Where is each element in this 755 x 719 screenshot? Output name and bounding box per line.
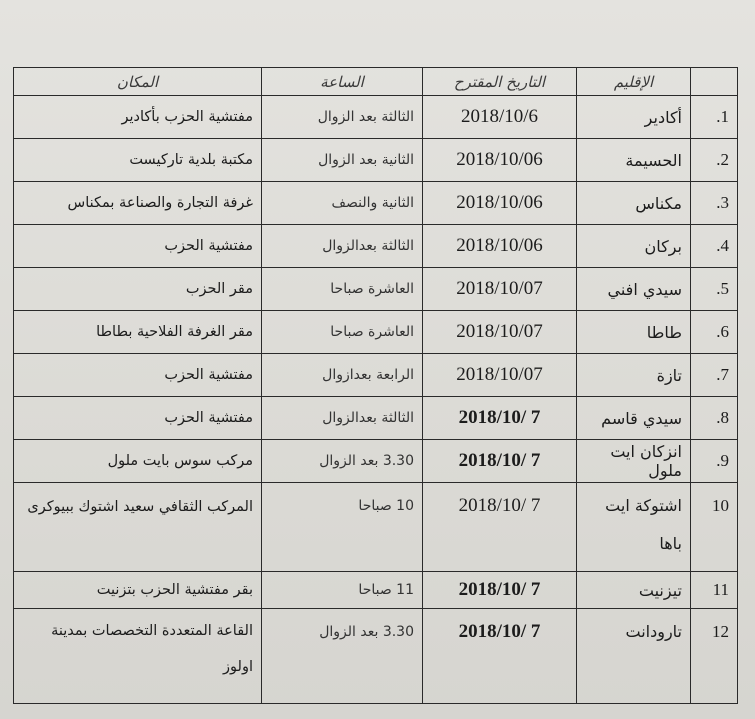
row-region: الحسيمة — [577, 139, 691, 182]
row-num: 10 — [691, 483, 738, 572]
row-place: مفتشية الحزب — [14, 397, 262, 440]
row-place: القاعة المتعددة التخصصات بمدينة اولوز — [14, 609, 262, 704]
row-time: 11 صباحا — [262, 572, 423, 609]
table-row — [14, 139, 738, 182]
table-row — [14, 483, 738, 572]
table-row — [14, 397, 738, 440]
header-time: الساعة — [262, 68, 423, 96]
row-time: الرابعة بعدازوال — [262, 354, 423, 397]
row-num: .3 — [691, 182, 738, 225]
row-place: مقر الحزب — [14, 268, 262, 311]
row-time: الثالثة بعدالزوال — [262, 225, 423, 268]
row-place: غرفة التجارة والصناعة بمكناس — [14, 182, 262, 225]
row-date: 2018/10/07 — [423, 354, 577, 397]
row-num: .7 — [691, 354, 738, 397]
table-row — [14, 182, 738, 225]
row-date: 2018/10/ 7 — [423, 572, 577, 609]
row-num: .1 — [691, 96, 738, 139]
table-row — [14, 311, 738, 354]
header-num — [691, 68, 738, 96]
table-header-row — [14, 68, 738, 96]
row-date: 2018/10/6 — [423, 96, 577, 139]
row-date: 2018/10/06 — [423, 225, 577, 268]
row-region: مكناس — [577, 182, 691, 225]
row-time: العاشرة صباحا — [262, 311, 423, 354]
row-date: 2018/10/06 — [423, 182, 577, 225]
row-region: سيدي قاسم — [577, 397, 691, 440]
row-date: 2018/10/06 — [423, 139, 577, 182]
row-time: العاشرة صباحا — [262, 268, 423, 311]
row-date: 2018/10/ 7 — [423, 440, 577, 483]
row-date: 2018/10/07 — [423, 311, 577, 354]
row-place: مفتشية الحزب — [14, 354, 262, 397]
row-time: الثانية والنصف — [262, 182, 423, 225]
row-date: 2018/10/ 7 — [423, 483, 577, 572]
row-place: مفتشية الحزب — [14, 225, 262, 268]
row-num: .2 — [691, 139, 738, 182]
row-date: 2018/10/07 — [423, 268, 577, 311]
row-region: أكادير — [577, 96, 691, 139]
row-time: 10 صباحا — [262, 483, 423, 572]
header-date: التاريخ المقترح — [423, 68, 577, 96]
row-num: .4 — [691, 225, 738, 268]
table-row — [14, 572, 738, 609]
meetings-schedule-table — [13, 67, 738, 704]
row-region: تارودانت — [577, 609, 691, 704]
row-region: طاطا — [577, 311, 691, 354]
row-num: 11 — [691, 572, 738, 609]
row-time: الثالثة بعدالزوال — [262, 397, 423, 440]
table-row — [14, 440, 738, 483]
row-region: اشتوكة ايت باها — [577, 483, 691, 572]
row-time: 3.30 بعد الزوال — [262, 440, 423, 483]
table-row — [14, 354, 738, 397]
header-region: الإقليم — [577, 68, 691, 96]
row-time: 3.30 بعد الزوال — [262, 609, 423, 704]
row-date: 2018/10/ 7 — [423, 609, 577, 704]
row-place: مفتشية الحزب بأكادير — [14, 96, 262, 139]
table-row — [14, 609, 738, 704]
row-region: انزكان ايت ملول — [577, 440, 691, 483]
row-place: المركب الثقافي سعيد اشتوك ببيوكرى — [14, 483, 262, 572]
row-num: .5 — [691, 268, 738, 311]
row-region: تازة — [577, 354, 691, 397]
row-place: بقر مفتشية الحزب بتزنيت — [14, 572, 262, 609]
row-time: الثالثة بعد الزوال — [262, 96, 423, 139]
row-region: سيدي افني — [577, 268, 691, 311]
row-date: 2018/10/ 7 — [423, 397, 577, 440]
table-row — [14, 96, 738, 139]
row-place: مركب سوس بايت ملول — [14, 440, 262, 483]
table-row — [14, 225, 738, 268]
table-row — [14, 268, 738, 311]
header-place: المكان — [14, 68, 262, 96]
row-num: .6 — [691, 311, 738, 354]
row-time: الثانية بعد الزوال — [262, 139, 423, 182]
row-place: مقر الغرفة الفلاحية بطاطا — [14, 311, 262, 354]
row-num: 12 — [691, 609, 738, 704]
row-region: تيزنيت — [577, 572, 691, 609]
row-place: مكتبة بلدية تاركيست — [14, 139, 262, 182]
row-region: بركان — [577, 225, 691, 268]
row-num: .8 — [691, 397, 738, 440]
row-num: .9 — [691, 440, 738, 483]
